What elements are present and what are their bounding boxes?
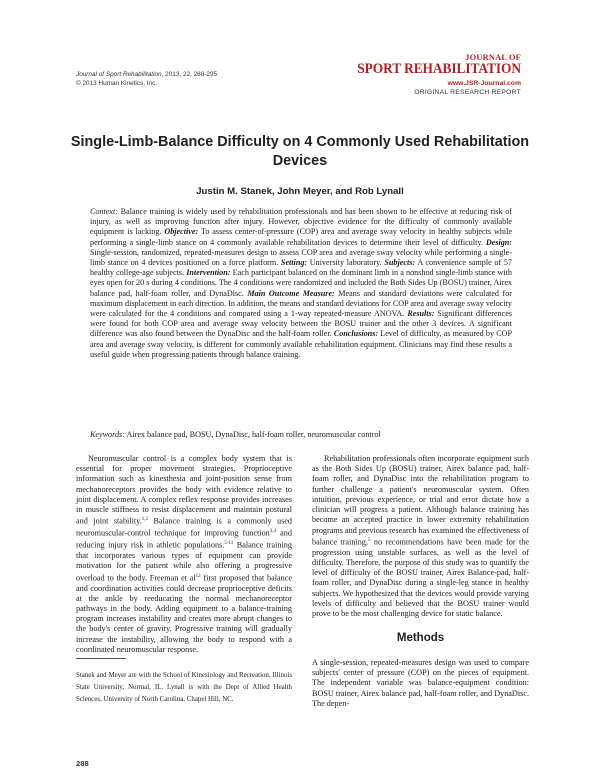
keywords-text: Airex balance pad, BOSU, DynaDisc, half-foam roller, neuromuscular control bbox=[124, 430, 381, 439]
abstract-results-text: Significant differences were found for both COP area and average sway velocity between the BOSU trainer and the other 3 devices. A significant difference was also found between the DynaDisc and the half-foam roller. bbox=[90, 309, 512, 339]
citation-details: , 2013, 22, 288-295 bbox=[161, 71, 218, 78]
keywords bbox=[90, 430, 512, 440]
abstract-conclusions-text: Level of difficulty, as measured by COP area and average sway velocity, is different for commonly available rehabilitation equipment. Clinicians may find these results a useful guide when progressing patients through balance training. bbox=[90, 329, 513, 359]
article-title: Single-Limb-Balance Difficulty on 4 Commonly Used Rehabilitation Devices bbox=[70, 134, 530, 169]
abstract-conclusions-label: Conclusions: bbox=[333, 329, 379, 339]
author-affiliation-footnote: Stanek and Meyer are with the School of Kinesiology and Recreation, Illinois State University, Normal, IL. Lynall is with the Dept of Allied Health Sciences, University of North Carolina, Chapel Hill, NC. bbox=[76, 672, 292, 703]
right-ref-1: 5 bbox=[367, 537, 371, 543]
right-para-text-2: no recommendations have been made for the progression using unstable surfaces, as well as the level of difficulty. Therefore, the purpose of this study was to quantify the level of difficulty of the BOSU trainer, Airex Balance-pad, half-foam roller, and DynaDisc during a single-leg stance in healthy subjects. We hypothesized that the devices would provide varying levels of difficulty and believed that the BOSU trainer would prove to be the most challenging device for static balance. bbox=[312, 537, 529, 619]
abstract-objective-text: To assess center-of-pressure (COP) area and average sway velocity in healthy subjects while performing a single-limb stance on 4 commonly available rehabilitation devices to determine their level of difficulty. bbox=[90, 227, 512, 247]
methods-heading: Methods bbox=[396, 632, 445, 644]
left-ref-2: 3,4 bbox=[269, 529, 277, 535]
abstract-design-text: Single-session, randomized, repeated-measures design to assess COP area and average sway velocity while performing a single-limb stance on 4 devices positioned on a force platform. bbox=[90, 247, 512, 268]
abstract-outcome-label: Main Outcome Measure: bbox=[247, 288, 335, 298]
body-right-column bbox=[312, 454, 529, 619]
abstract-intervention-label: Intervention: bbox=[186, 268, 231, 278]
abstract-outcome-text: Means and standard deviations were calculated for maximum displacement in each direction. In addition, the means and standard deviations for COP area and average sway velocity were calculated for the 4 conditions and compared using a 1-way repeated-measure ANOVA. bbox=[90, 288, 512, 319]
journal-name: Journal of Sport Rehabilitation bbox=[76, 71, 162, 78]
left-para-text-2: Balance training is a commonly used neuromuscular-control technique for improving function bbox=[76, 517, 292, 538]
abstract-setting-text: University laboratory. bbox=[307, 258, 385, 268]
abstract-context-text: Balance training is widely used by rehabilitation professionals and has been shown to be effective at reducing risk of injury, as well as improving function after injury. However, objective evidence for the difficulty of commonly available equipment is lacking. bbox=[90, 207, 512, 237]
left-ref-1: 1,2 bbox=[141, 517, 148, 523]
abstract-results-label: Results: bbox=[407, 309, 435, 319]
copyright: © 2013 Human Kinetics, Inc. bbox=[76, 79, 158, 87]
left-para-text-3: and reducing injury risk in athletic populations. bbox=[76, 529, 292, 550]
abstract bbox=[90, 207, 512, 360]
journal-citation bbox=[76, 71, 217, 88]
body-left-column bbox=[76, 454, 292, 655]
page-number: 288 bbox=[76, 759, 89, 768]
article-authors: Justin M. Stanek, John Meyer, and Rob Lynall bbox=[196, 186, 404, 197]
keywords-label: Keywords: bbox=[90, 430, 125, 439]
left-para-text-5: first proposed that balance and coordination activities could decrease proprioceptive deficits at the ankle by reeducating the normal mechanoreceptor pathways in the body. Adding equipment to a balance-training program increases instability and creates more abrupt changes to the body's center of gravity. Progressive training will gradually increase the instability, allowing the body to respond with a coordinated neuromuscular response. bbox=[76, 573, 292, 654]
journal-url: www.JSR-Journal.com bbox=[447, 80, 521, 87]
right-para-text-1: Rehabilitation professionals often incorporate equipment such as the Both Sides Up (BOSU) trainer, Airex balance pad, half-foam roller, and DynaDisc into the rehabilitation program to further challenge a patient's neuromuscular system. Often intuition, previous experience, or trial and error dictate how a clinician will progress a patient. Although balance training has become an accepted practice in lower extremity rehabilitation programs and previous research has examined the effectiveness of balance training, bbox=[312, 454, 529, 547]
left-para-text-4: Balance training that incorporates various types of equipment can provide motivation for the patient while also offering a progressive overload to the body. Freeman et al bbox=[76, 540, 292, 583]
article-type: ORIGINAL RESEARCH REPORT bbox=[414, 89, 521, 96]
logo-line-sport-rehabilitation: SPORT REHABILITATION bbox=[357, 61, 521, 77]
abstract-subjects-label: Subjects: bbox=[384, 258, 416, 268]
abstract-context-label: Context: bbox=[90, 207, 118, 216]
abstract-objective-label: Objective: bbox=[164, 227, 199, 237]
left-para-text-1: Neuromuscular control is a complex body system that is essential for proper movement strategies. Proprioceptive information such as kinesthesia and joint-position sense from mechanoreceptors provides the body with evidence relative to joint displacement. A complex reflex response provides increases in muscle stiffness to resist displacement and maintain postural and joint stability. bbox=[76, 454, 292, 527]
left-ref-3: 5-11 bbox=[224, 541, 234, 547]
logo-line-journal-of: JOURNAL OF bbox=[465, 53, 521, 62]
abstract-intervention-text: Each participant balanced on the dominant limb in a nonshod single-limb stance with eyes open for 20 s during 4 conditions. The 4 conditions were randomized and included the Both Sides Up (BOSU) trainer, Airex balance pad, half-foam roller, and DynaDisc. bbox=[90, 268, 512, 298]
abstract-design-label: Design: bbox=[485, 237, 512, 247]
left-ref-4: 12 bbox=[195, 573, 201, 579]
abstract-subjects-text: A convenience sample of 57 healthy college-age subjects. bbox=[90, 258, 512, 278]
methods-paragraph: A single-session, repeated-measures design was used to compare subjects' center of pressure (COP) on the pieces of equipment. The independent variable was balance-equipment condition: BOSU trainer, Airex balance pad, half-foam roller, and DynaDisc. The depen- bbox=[312, 658, 529, 708]
footnote-divider bbox=[76, 658, 126, 659]
journal-logo bbox=[343, 53, 521, 97]
abstract-setting-label: Setting: bbox=[280, 258, 308, 268]
